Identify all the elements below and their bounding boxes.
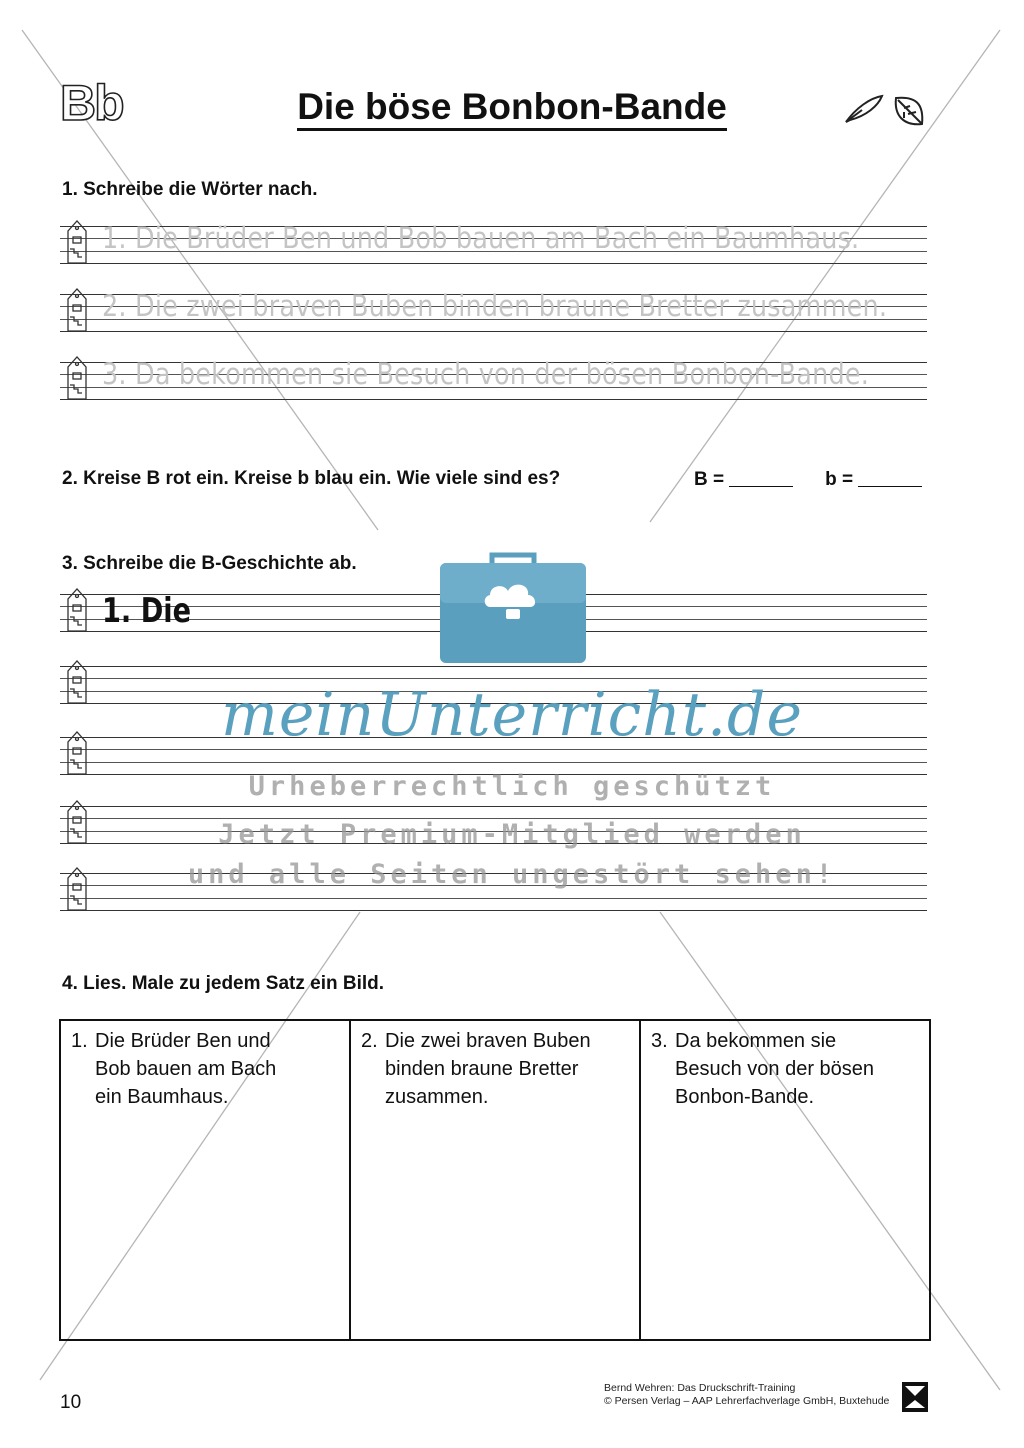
watermark-premium-line: Jetzt Premium-Mitglied werden	[218, 819, 806, 850]
task2-heading: 2. Kreise B rot ein. Kreise b blau ein. Wie viele sind es?	[62, 468, 561, 489]
tracing-sentence-2: 2. Die zwei braven Buben binden braune Bretter zusammen.	[102, 289, 888, 323]
tracing-sentence-3: 3. Da bekommen sie Besuch von der bösen Bonbon-Bande.	[102, 357, 870, 391]
task1-heading: 1. Schreibe die Wörter nach.	[62, 179, 318, 200]
tracing-line-3[interactable]	[60, 357, 927, 400]
page-title: Die böse Bonbon-Bande	[0, 86, 1024, 128]
tracing-line-1[interactable]	[60, 221, 927, 264]
letter-badge: Bb	[60, 75, 123, 131]
task3-heading: 3. Schreibe die B-Geschichte ab.	[62, 553, 357, 574]
house-guide-icon	[65, 587, 89, 633]
tracing-sentence-1: 1. Die Brüder Ben und Bob bauen am Bach ein Baumhaus.	[102, 221, 860, 255]
feather-leaf-icons	[840, 90, 930, 130]
drawing-cell-3[interactable]: 3. Da bekommen sie Besuch von der bösen Bonbon-Bande.	[651, 1030, 875, 1108]
publisher-logo	[902, 1382, 928, 1412]
briefcase-cloud-icon	[440, 551, 586, 663]
watermark-logo: meinUnterricht.de	[221, 680, 803, 750]
drawing-cell-1[interactable]: 1. Die Brüder Ben und Bob bauen am Bach ein Baumhaus.	[61, 1021, 351, 1339]
task2-row	[62, 468, 932, 490]
footer-credit: Bernd Wehren: Das Druckschrift-Training © Persen Verlag – AAP Lehrerfachverlage GmbH, Buxtehude	[604, 1382, 890, 1407]
upper-b-label: B =	[694, 469, 725, 490]
drawing-cell-2[interactable]: 2. Die zwei braven Buben binden braune Bretter zusammen.	[351, 1021, 641, 1339]
watermark-see-pages-line: und alle Seiten ungestört sehen!	[187, 859, 837, 890]
lower-b-label: b =	[825, 469, 854, 490]
house-guide-icon	[65, 219, 89, 265]
tracing-line-2[interactable]	[60, 289, 927, 332]
house-guide-icon	[65, 287, 89, 333]
page-number: 10	[60, 1392, 82, 1413]
upper-b-count-blank[interactable]	[729, 468, 793, 487]
watermark-copyright: Urheberrechtlich geschützt	[248, 771, 776, 802]
drawing-table	[59, 1019, 931, 1341]
task4-heading: 4. Lies. Male zu jedem Satz ein Bild.	[62, 973, 385, 994]
copy-starter-text: 1. Die	[102, 591, 192, 631]
lower-b-count-blank[interactable]	[858, 468, 922, 487]
house-guide-icon	[65, 355, 89, 401]
